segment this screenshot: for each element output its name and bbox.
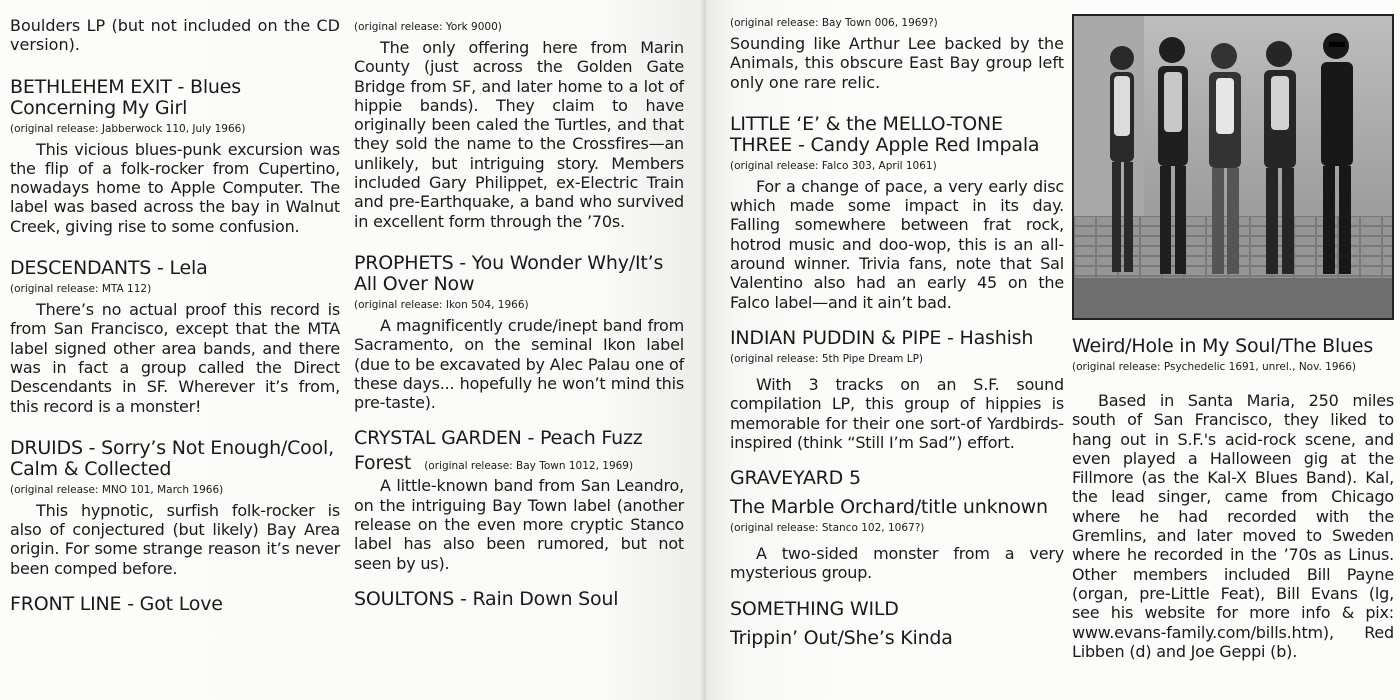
release-info: (original release: MTA 112) bbox=[10, 283, 152, 296]
entry-text: A two-sided monster from a very mysterious group. bbox=[730, 544, 1064, 583]
entry-text: Sounding like Arthur Lee backed by the Animals, this obscure East Bay group left only one rare relic. bbox=[730, 34, 1064, 92]
band-photo-icon bbox=[1074, 16, 1392, 318]
entry-prophets bbox=[354, 253, 684, 412]
entry-text: For a change of pace, a very early disc which made some impact in its day. Falling somewhere between frat rock, hotrod music and doo-wop, this is an all-around winner. Trivia fans, note that Sal Valentino also had an early 45 on the Falco label—and it ain’t bad. bbox=[730, 176, 1064, 312]
left-column-1 bbox=[10, 16, 340, 615]
release-info: (original release: York 9000) bbox=[354, 21, 502, 33]
entry-title: DRUIDS - Sorry’s Not Enough/Cool, Calm & Collected bbox=[10, 436, 334, 480]
release-info: (original release: MNO 101, March 1966) bbox=[10, 483, 224, 496]
entry-druids bbox=[10, 438, 340, 578]
entry-title: PROPHETS - You Wonder Why/It’s All Over Now bbox=[354, 251, 664, 295]
entry-title: SOMETHING WILD bbox=[730, 597, 899, 620]
entry-title: LITTLE ‘E’ & the MELLO-TONE THREE - Candy Apple Red Impala bbox=[730, 112, 1040, 156]
release-info: (original release: Ikon 504, 1966) bbox=[354, 298, 529, 311]
entry-title-continued: Forest bbox=[354, 452, 412, 475]
entry-title-soultons: SOULTONS - Rain Down Soul bbox=[354, 587, 619, 610]
entry-text: With 3 tracks on an S.F. sound compilation LP, this group of hippies is memorable for their one sort-of Yardbirds-inspired (think “Still I’m Sad”) effort. bbox=[730, 374, 1064, 452]
entry-text: There’s no actual proof this record is from San Francisco, except that the MTA label signed other area bands, and there was in fact a group called the Direct Descendants in SF. Wherever it’s from, this record is a monster! bbox=[10, 300, 340, 416]
entry-graveyard-5 bbox=[730, 468, 1064, 583]
entry-title: DESCENDANTS - Lela bbox=[10, 257, 208, 280]
entry-bethlehem-exit bbox=[10, 77, 340, 236]
release-info: (original release: Falco 303, April 1061) bbox=[730, 159, 937, 172]
intro-text: Boulders LP (but not included on the CD version). bbox=[10, 16, 340, 55]
right-column-1 bbox=[730, 16, 1064, 649]
left-column-2 bbox=[354, 16, 684, 610]
entry-title: GRAVEYARD 5 bbox=[730, 467, 861, 490]
entry-something-wild bbox=[730, 599, 1064, 649]
entry-subtitle: The Marble Orchard/title unknown bbox=[730, 496, 1048, 519]
right-column-2 bbox=[1072, 336, 1394, 661]
entry-subtitle: Trippin’ Out/She’s Kinda bbox=[730, 626, 953, 649]
release-info: (original release: Bay Town 1012, 1969) bbox=[424, 460, 634, 473]
entry-title: INDIAN PUDDIN & PIPE - Hashish bbox=[730, 326, 1034, 349]
entry-descendants bbox=[10, 258, 340, 416]
entry-text: The only offering here from Marin County (just across the Golden Gate Bridge from SF, and later home to a lot of hippie bands). They claim to have originally been caled the Turtles, and that they sold the name to the Crossfires—an unlikely, but intriguing story. Members included Gary Philippet, ex-Electric Train and pre-Earthquake, a band who survived in excellent form through the ’70s. bbox=[354, 38, 684, 231]
entry-title: Weird/Hole in My Soul/The Blues bbox=[1072, 335, 1374, 357]
band-photo bbox=[1072, 14, 1394, 320]
release-info: (original release: Jabberwock 110, July 1966) bbox=[10, 122, 246, 135]
release-info: (original release: Stanco 102, 1067?) bbox=[730, 522, 925, 535]
release-info: (original release: Psychedelic 1691, unrel., Nov. 1966) bbox=[1072, 361, 1356, 373]
entry-title: BETHLEHEM EXIT - Blues Concerning My Girl bbox=[10, 75, 241, 119]
entry-indian-puddin bbox=[730, 328, 1064, 452]
entry-little-e bbox=[730, 114, 1064, 312]
entry-title: CRYSTAL GARDEN - Peach Fuzz bbox=[354, 427, 643, 450]
entry-text: A magnificently crude/inept band from Sacramento, on the seminal Ikon label (due to be excavated by Alec Palau one of these days... hopefully he won’t mind this pre-taste). bbox=[354, 315, 684, 413]
entry-text: A little-known band from San Leandro, on the intriguing Bay Town label (another release on the even more cryptic Stanco label has also been rumored, but not seen by us). bbox=[354, 476, 684, 573]
entry-text: Based in Santa Maria, 250 miles south of San Francisco, they liked to hang out in S.F.'s acid-rock scene, and even played a Halloween gig at the Fillmore (as the Kal-X Blues Band). Kal, the lead singer, came from Chicago where he had recorded with the Gremlins, and later moved to Sweden where he recorded in the ’70s as Linus. Other members included Bill Payne (organ, pre-Little Feat), Bill Evans (lg, see his website for more info & pix: www.evans-family.com/bills.htm), Red Libben (d) and Joe Geppi (b). bbox=[1072, 391, 1394, 661]
release-info: (original release: 5th Pipe Dream LP) bbox=[730, 352, 924, 365]
entry-title-front-line: FRONT LINE - Got Love bbox=[10, 593, 223, 616]
entry-crystal-garden bbox=[354, 428, 684, 572]
right-page bbox=[706, 0, 1400, 700]
entry-text: This vicious blues-punk excursion was the flip of a folk-rocker from Cupertino, nowadays home to Apple Computer. The label was based across the bay in Walnut Creek, giving rise to some confusion. bbox=[10, 139, 340, 236]
entry-text: This hypnotic, surfish folk-rocker is also of conjectured (but likely) Bay Area origin. For some strange reason it’s never been comped before. bbox=[10, 500, 340, 578]
release-info: (original release: Bay Town 006, 1969?) bbox=[730, 17, 938, 29]
